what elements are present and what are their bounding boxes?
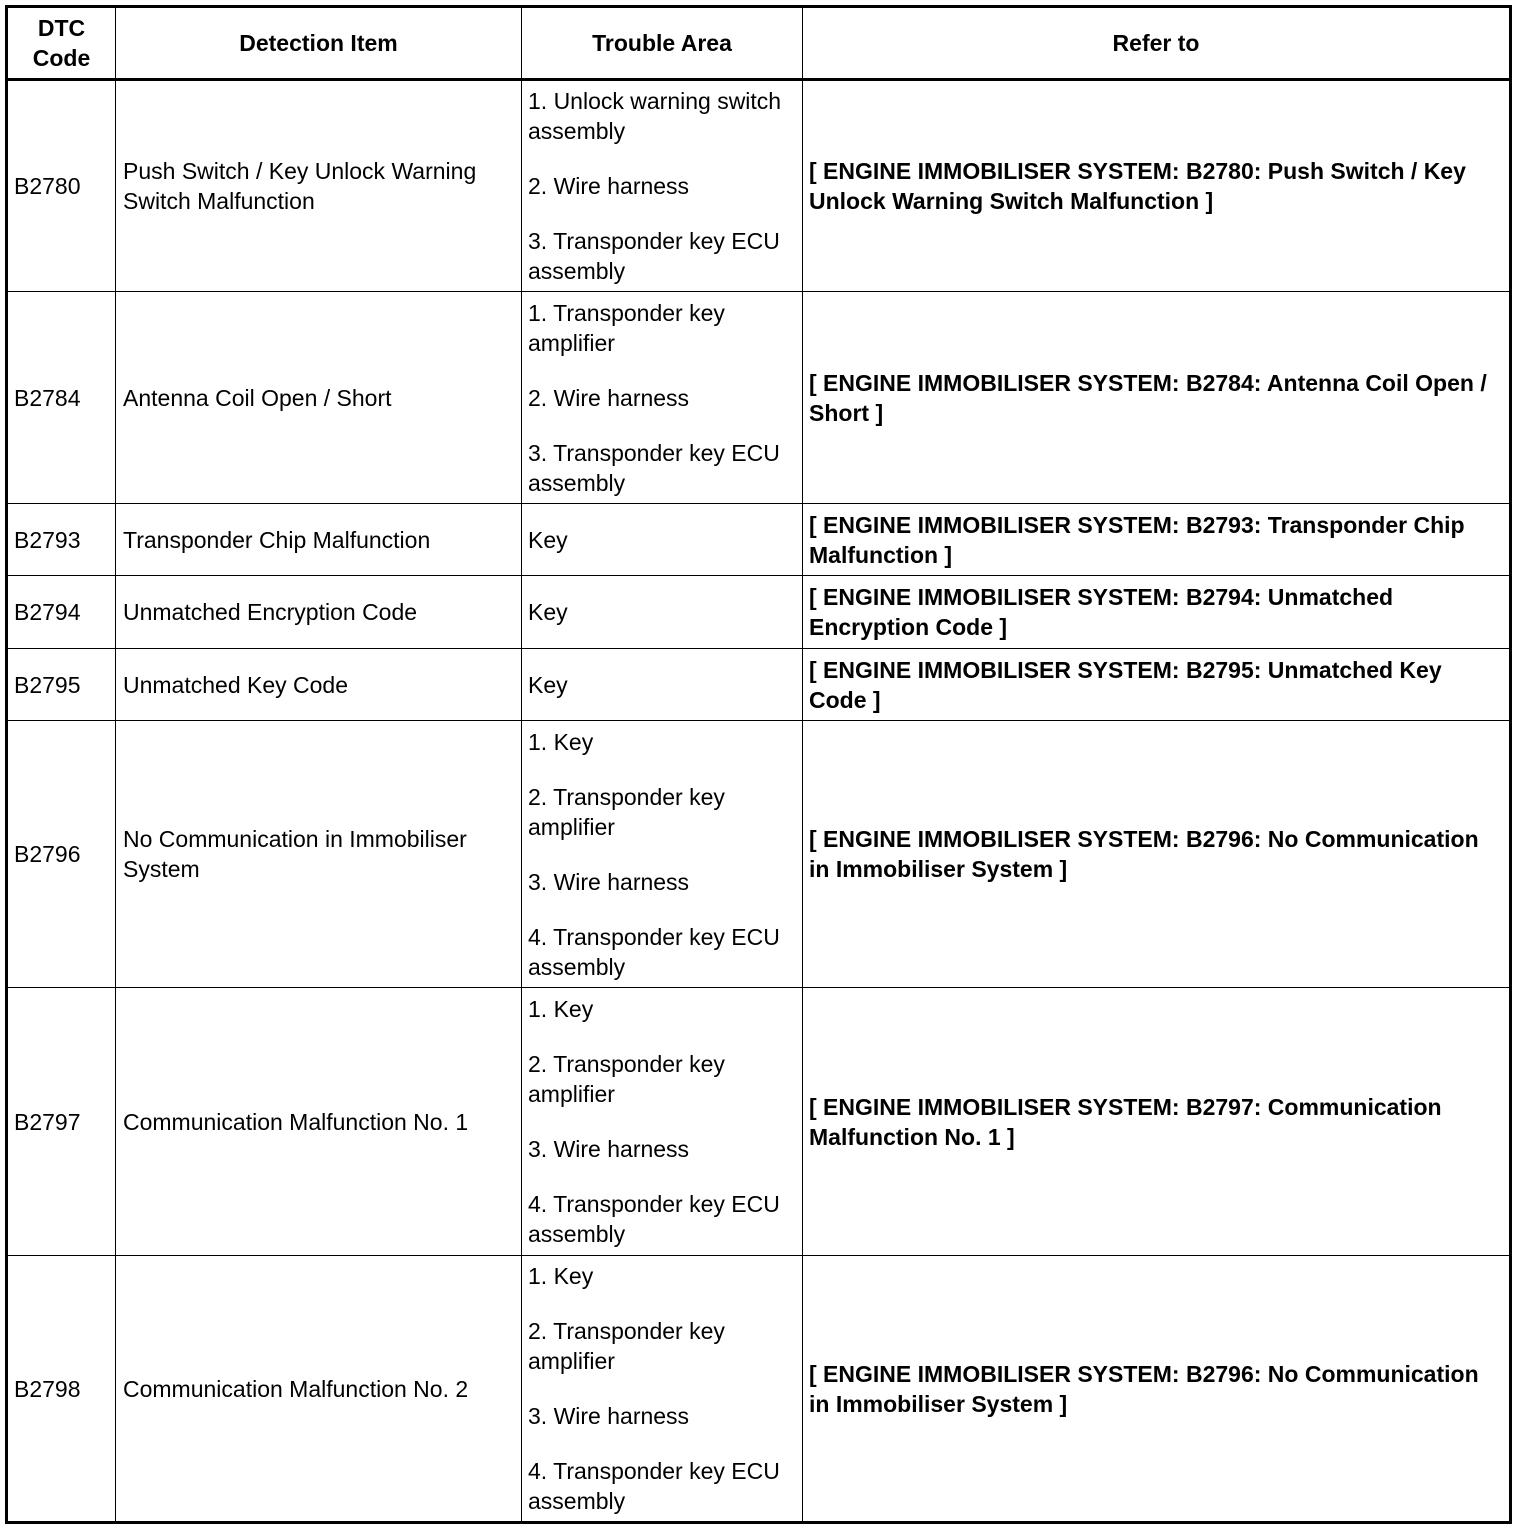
trouble-area-item: Key	[528, 526, 568, 553]
table-row	[7, 292, 1511, 504]
detection-item-cell: Antenna Coil Open / Short	[116, 292, 522, 504]
header-trouble-area: Trouble Area	[522, 7, 803, 80]
trouble-area-item: 1. Key	[528, 996, 594, 1022]
detection-item-cell: No Communication in Immobiliser System	[116, 721, 522, 988]
dtc-table-container	[5, 5, 1509, 1524]
trouble-area-item: 3. Wire harness	[528, 868, 690, 895]
refer-to-link[interactable]: [ ENGINE IMMOBILISER SYSTEM: B2797: Communication Malfunction No. 1 ]	[809, 1093, 1442, 1150]
trouble-area-cell	[522, 576, 803, 649]
trouble-area-item: 2. Wire harness	[528, 173, 690, 199]
dtc-code-cell: B2797	[7, 988, 116, 1256]
trouble-area-item: 4. Transponder key ECU assembly	[528, 1458, 780, 1514]
refer-to-cell	[803, 988, 1511, 1256]
header-dtc-code	[7, 7, 116, 80]
refer-to-cell	[803, 576, 1511, 649]
refer-to-link[interactable]: [ ENGINE IMMOBILISER SYSTEM: B2796: No Communication in Immobiliser System ]	[809, 1360, 1479, 1417]
trouble-area-item: 3. Transponder key ECU assembly	[528, 228, 780, 284]
header-detection-item: Detection Item	[116, 7, 522, 80]
detection-item-cell: Unmatched Encryption Code	[116, 576, 522, 649]
refer-to-cell	[803, 649, 1511, 721]
refer-to-link[interactable]: [ ENGINE IMMOBILISER SYSTEM: B2784: Antenna Coil Open / Short ]	[809, 369, 1487, 426]
refer-to-link[interactable]: [ ENGINE IMMOBILISER SYSTEM: B2780: Push Switch / Key Unlock Warning Switch Malfunction ]	[809, 158, 1466, 214]
trouble-area-list	[528, 1261, 794, 1516]
dtc-code-cell: B2798	[7, 1256, 116, 1523]
trouble-area-item: 2. Transponder key amplifier	[528, 783, 725, 840]
trouble-area-list	[528, 727, 794, 982]
trouble-area-cell	[522, 649, 803, 721]
dtc-code-cell: B2794	[7, 576, 116, 649]
detection-item-cell: Transponder Chip Malfunction	[116, 504, 522, 576]
trouble-area-item: 3. Wire harness	[528, 1136, 690, 1162]
trouble-area-item: 3. Transponder key ECU assembly	[528, 439, 780, 496]
trouble-area-list	[528, 525, 794, 555]
trouble-area-item: Key	[528, 671, 568, 698]
refer-to-cell	[803, 1256, 1511, 1523]
table-header-row	[7, 7, 1511, 80]
trouble-area-item: 2. Transponder key amplifier	[528, 1051, 725, 1107]
refer-to-link[interactable]: [ ENGINE IMMOBILISER SYSTEM: B2796: No Communication in Immobiliser System ]	[809, 826, 1479, 882]
trouble-area-item: 1. Unlock warning switch assembly	[528, 88, 782, 144]
table-body	[7, 80, 1511, 1523]
trouble-area-item: 1. Transponder key amplifier	[528, 299, 725, 356]
header-refer-to: Refer to	[803, 7, 1511, 80]
trouble-area-cell	[522, 1256, 803, 1523]
refer-to-link[interactable]: [ ENGINE IMMOBILISER SYSTEM: B2794: Unmatched Encryption Code ]	[809, 584, 1394, 640]
trouble-area-cell	[522, 80, 803, 292]
trouble-area-item: Key	[528, 599, 568, 625]
detection-item-cell: Unmatched Key Code	[116, 649, 522, 721]
trouble-area-list	[528, 597, 794, 627]
trouble-area-item: 2. Wire harness	[528, 384, 690, 411]
trouble-area-item: 1. Key	[528, 1263, 594, 1289]
trouble-area-cell	[522, 988, 803, 1256]
detection-item-cell: Communication Malfunction No. 2	[116, 1256, 522, 1523]
table-row	[7, 504, 1511, 576]
detection-item-cell: Push Switch / Key Unlock Warning Switch Malfunction	[116, 80, 522, 292]
trouble-area-cell	[522, 292, 803, 504]
table-row	[7, 80, 1511, 292]
refer-to-cell	[803, 80, 1511, 292]
table-row	[7, 1256, 1511, 1523]
trouble-area-cell	[522, 721, 803, 988]
trouble-area-item: 3. Wire harness	[528, 1403, 690, 1429]
trouble-area-item: 4. Transponder key ECU assembly	[528, 1191, 780, 1247]
trouble-area-item: 2. Transponder key amplifier	[528, 1318, 725, 1374]
trouble-area-cell	[522, 504, 803, 576]
trouble-area-list	[528, 994, 794, 1249]
trouble-area-item: 1. Key	[528, 728, 594, 755]
trouble-area-item: 4. Transponder key ECU assembly	[528, 923, 780, 980]
trouble-area-list	[528, 86, 794, 286]
table-row	[7, 721, 1511, 988]
table-row	[7, 576, 1511, 649]
detection-item-cell: Communication Malfunction No. 1	[116, 988, 522, 1256]
refer-to-link[interactable]: [ ENGINE IMMOBILISER SYSTEM: B2795: Unmatched Key Code ]	[809, 656, 1442, 713]
refer-to-cell	[803, 721, 1511, 988]
refer-to-link[interactable]: [ ENGINE IMMOBILISER SYSTEM: B2793: Transponder Chip Malfunction ]	[809, 511, 1465, 568]
dtc-code-cell: B2784	[7, 292, 116, 504]
header-dtc-code-label: DTC Code	[32, 15, 91, 71]
dtc-code-cell: B2780	[7, 80, 116, 292]
table-row	[7, 988, 1511, 1256]
trouble-area-list	[528, 298, 794, 498]
dtc-table	[5, 5, 1512, 1524]
dtc-code-cell: B2796	[7, 721, 116, 988]
dtc-code-cell: B2795	[7, 649, 116, 721]
dtc-code-cell: B2793	[7, 504, 116, 576]
refer-to-cell	[803, 504, 1511, 576]
trouble-area-list	[528, 670, 794, 700]
table-row	[7, 649, 1511, 721]
refer-to-cell	[803, 292, 1511, 504]
